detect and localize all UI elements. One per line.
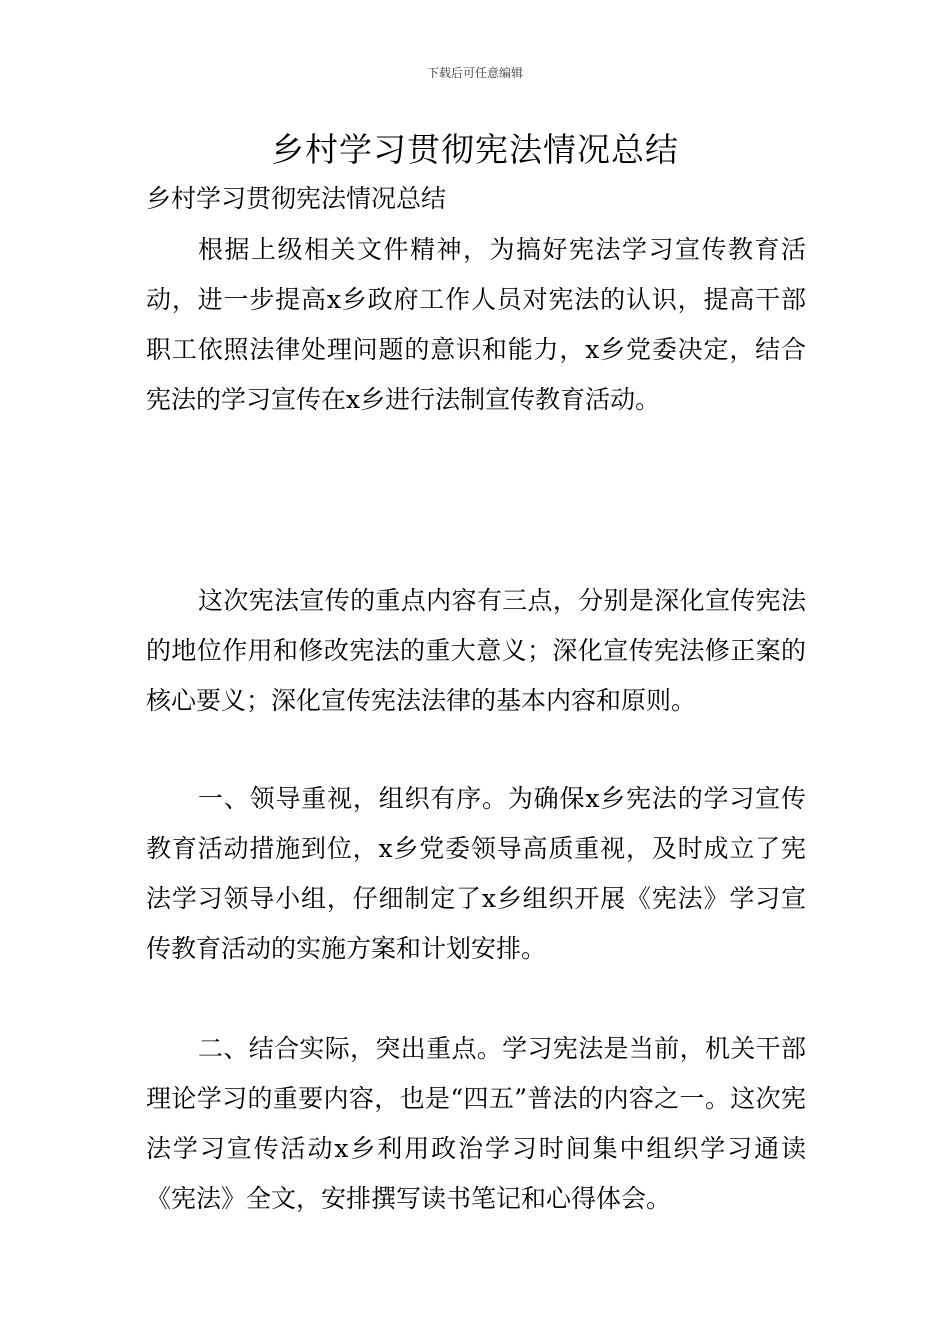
header-note: 下载后可任意编辑 (426, 66, 523, 80)
paragraph-key-points: 这次宪法宣传的重点内容有三点，分别是深化宣传宪法的地位作用和修改宪法的重大意义；深化宣传宪法修正案的核心要义；深化宣传宪法法律的基本内容和原则。 (146, 586, 806, 715)
document-subtitle: 乡村学习贯彻宪法情况总结 (146, 184, 447, 213)
document-title: 乡村学习贯彻宪法情况总结 (271, 130, 679, 169)
paragraph-section-one: 一、领导重视，组织有序。为确保x乡宪法的学习宣传教育活动措施到位，x乡党委领导高质重视，及时成立了宪法学习领导小组，仔细制定了x乡组织开展《宪法》学习宣传教育活动的实施方案和计划安排。 (146, 784, 806, 963)
paragraph-intro: 根据上级相关文件精神，为搞好宪法学习宣传教育活动，进一步提高x乡政府工作人员对宪法的认识，提高干部职工依照法律处理问题的意识和能力，x乡党委决定，结合宪法的学习宣传在x乡进行法制宣传教育活动。 (146, 235, 806, 414)
paragraph-section-two: 二、结合实际，突出重点。学习宪法是当前，机关干部理论学习的重要内容，也是“四五”普法的内容之一。这次宪法学习宣传活动x乡利用政治学习时间集中组织学习通读《宪法》全文，安排撰写读书笔记和心得体会。 (146, 1034, 806, 1213)
